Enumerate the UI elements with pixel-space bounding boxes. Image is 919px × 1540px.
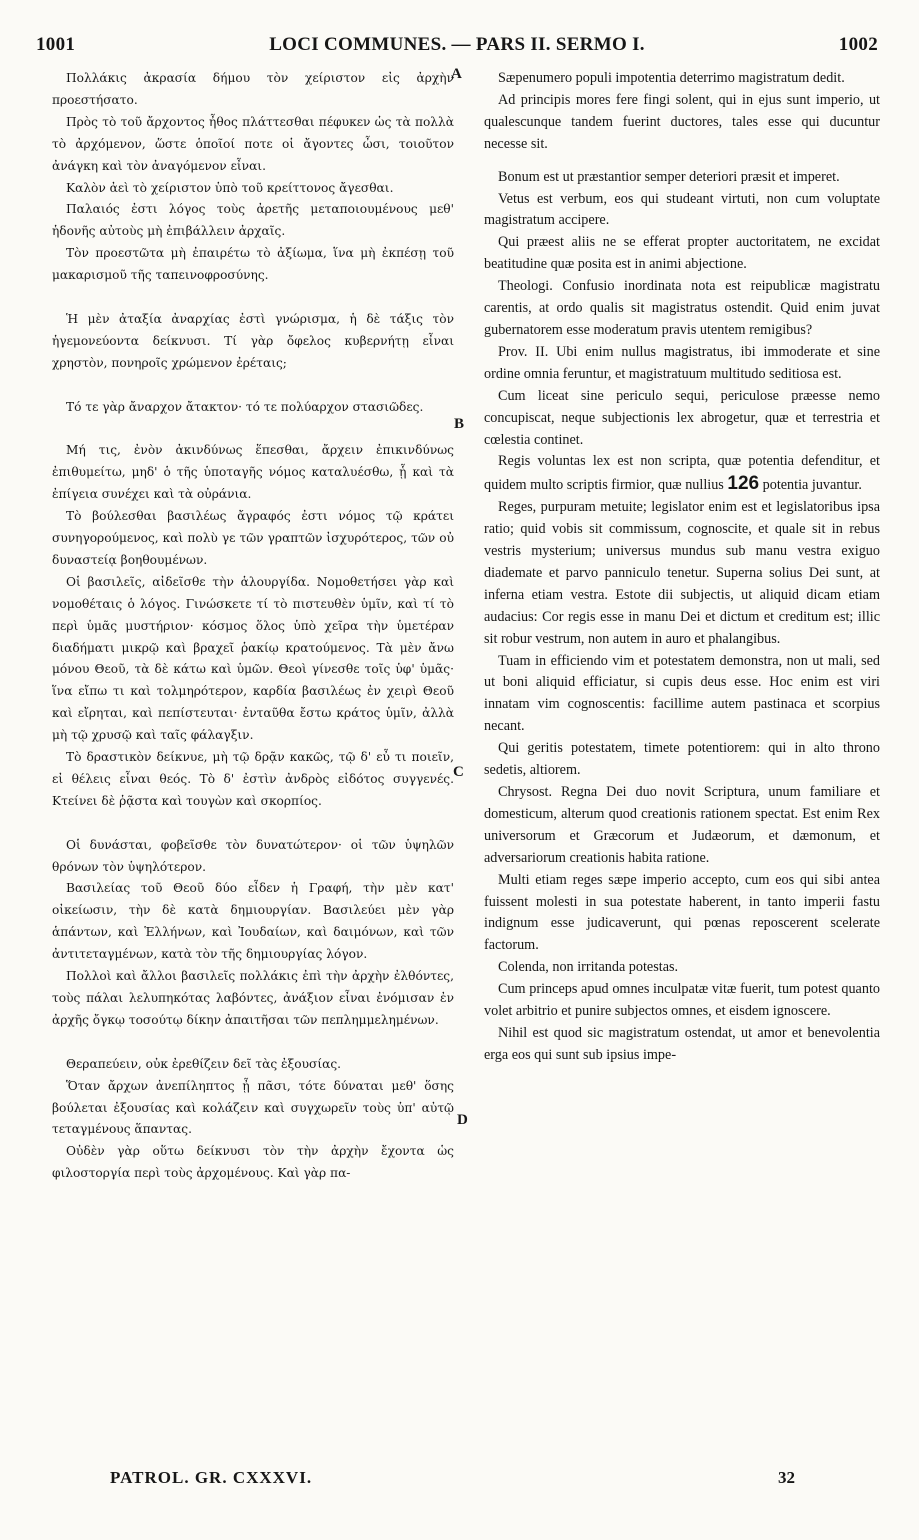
page-header [36, 34, 878, 62]
section-marker-a: A [451, 66, 462, 82]
greek-paragraph: Ἡ μὲν ἀταξία ἀναρχίας ἐστὶ γνώρισμα, ἡ δὲ τάξις τὸν ἡγεμονεύοντα δείκνυσι. Τί γὰρ ὄφελος κυβερνήτῃ εἶναι χρηστὸν, πονηροῖς χρώμενον ἐρέταις; [52, 311, 454, 370]
latin-paragraph: Sæpenumero populi impotentia deterrimo magistratum dedit. [498, 70, 845, 86]
latin-paragraph: Cum princeps apud omnes inculpatæ vitæ fuerit, tum potest quanto volet arbitrio et punire subjectos omnes, et eisdem ignoscere. [484, 981, 880, 1020]
greek-paragraph: Τὸ δραστικὸν δείκνυε, μὴ τῷ δρᾷν κακῶς, τῷ δ' εὖ τι ποιεῖν, εἰ θέλεις εἶναι θεός. Τὸ δ' ἐστὶν ἀνδρὸς εἰδότος συγγενές. Κτείνει δὲ ῥᾷστα καὶ τουγὼν καὶ σκορπίος. [52, 750, 454, 808]
greek-paragraph: Μή τις, ἐνὸν ἀκινδύνως ἕπεσθαι, ἄρχειν ἐπικινδύνως ἐπιθυμείτω, μηδ' ὁ τῆς ὑποταγῆς νόμος καταλυέσθω, ᾗ καὶ τὰ ἐπίγεια συνέχει καὶ τὰ οὐράνια. [52, 443, 454, 502]
section-marker-b: B [454, 416, 465, 432]
section-marker-c: C [453, 764, 464, 780]
greek-paragraph: Οἱ δυνάσται, φοβεῖσθε τὸν δυνατώτερον· οἱ τῶν ὑψηλῶν θρόνων τὸν ὑψηλότερον. [52, 837, 454, 874]
latin-paragraph: Ad principis mores fere fingi solent, qui in ejus sunt imperio, ut qualescunque tandem fuerint ductores, tales esse qui ducuntur necesse sit. [484, 91, 880, 152]
left-page-number: 1001 [36, 34, 76, 55]
latin-paragraph: Multi etiam reges sæpe imperio accepto, cum eos qui sibi antea fuissent molesti in sua potestate haberent, in tanto imperii fastu indignum esse judicaverunt, qui pœnas reposcerent scelerate factorum. [484, 871, 880, 954]
latin-paragraph: Qui geritis potestatem, timete potentiorem: qui in alto throno sedetis, altiorem. [484, 740, 880, 779]
latin-paragraph: Tuam in efficiendo vim et potestatem demonstra, non ut mali, sed ut boni aliquid efficiatur, si cupis deus esse. Hoc enim est viri innatam vim cognoscentis: facillime autem pastinaca et scorpius necant. [484, 652, 880, 735]
greek-paragraph: Πρὸς τὸ τοῦ ἄρχοντος ἦθος πλάττεσθαι πέφυκεν ὡς τὰ πολλὰ τὸ ἀρχόμενον, ὥστε ὁποῖοί ποτε οἱ ἄγοντες ὦσι, τοιοῦτον ἀνάγκη καὶ τὸν ἀναγόμενον εἶναι. [52, 114, 454, 173]
latin-paragraph [484, 451, 880, 497]
greek-column [52, 68, 454, 1185]
latin-paragraph: Theologi. Confusio inordinata nota est reipublicæ magistratu carentis, at ordo qualis sit magistratus ostendit. Quid enim juvat gubernatorem esse moderatum pravis utentem remigibus? [484, 278, 880, 338]
greek-paragraph: Οἱ βασιλεῖς, αἰδεῖσθε τὴν ἁλουργίδα. Νομοθετήσει γὰρ καὶ νομοθέταις ὁ λόγος. Γινώσκετε τί τὸ πιστευθὲν ὑμῖν, καὶ τί τὸ περὶ ὑμᾶς μυστήριον· κόσμος ὅλος ὑπὸ χεῖρα τὴν ὑμετέραν διαδήματι μικρῷ καὶ βραχεῖ ῥακίῳ κρατούμενος. Τὰ μὲν ἄνω μόνου Θεοῦ, τὰ δὲ κάτω καὶ ὑμῶν. Θεοὶ γίνεσθε τοῖς ὑφ' ὑμᾶς· ἵνα εἴπω τι καὶ τολμηρότερον, καρδία βασιλέως ἐν χειρὶ Θεοῦ καὶ εἴρηται, καὶ πεπίστευται· ἐνταῦθα ἔστω κράτος ὑμῖν, ἀλλὰ μὴ τῷ χρυσῷ καὶ ταῖς φάλαγξιν. [52, 574, 454, 743]
footer-signature: PATROL. GR. CXXXVI. [110, 1468, 313, 1487]
greek-paragraph: Τὸ βούλεσθαι βασιλέως ἄγραφός ἐστι νόμος τῷ κράτει συνηγορούμενος, καὶ πολὺ γε τῶν γραπτῶν ἰσχυρότερος, τῶν οὐ δυναστείᾳ βοηθουμένων. [52, 509, 454, 567]
greek-paragraph: Τό τε γὰρ ἄναρχον ἄτακτον· τό τε πολύαρχον στασιῶδες. [66, 399, 424, 414]
latin-paragraph: Nihil est quod sic magistratum ostendat, ut amor et benevolentia erga eos qui sunt sub ipsius impe- [484, 1024, 880, 1063]
section-marker-d: D [457, 1112, 468, 1128]
greek-paragraph: Παλαιός ἐστι λόγος τοὺς ἀρετῆς μεταποιουμένους μεθ' ἡδονῆς αὐτοὺς μὴ ἐπιβάλλειν ἀρχαῖς. [52, 202, 454, 239]
right-page-number: 1002 [838, 34, 878, 55]
latin-paragraph: Chrysost. Regna Dei duo novit Scriptura, unum familiare et domesticum, alterum quod creationis rationem spectat. Est enim Rex universorum et Græcorum et Judæorum, et dæmonum, et adversariorum creationis habita ratione. [484, 784, 880, 866]
greek-paragraph: Τὸν προεστῶτα μὴ ἐπαιρέτω τὸ ἀξίωμα, ἵνα μὴ ἐκπέσῃ τοῦ μακαρισμοῦ τῆς ταπεινοφροσύνης. [52, 246, 454, 283]
footer-sheet-number: 32 [778, 1468, 795, 1487]
greek-paragraph: Πολλοὶ καὶ ἄλλοι βασιλεῖς πολλάκις ἐπὶ τὴν ἀρχὴν ἐλθόντες, τοὺς πάλαι λελυπηκότας λαβόντες, ἀνάξιον εἶναι ἐνόμισαν ἐν ἀρχῆς ὄγκῳ τοσούτῳ δίκην ἀπαιτῆσαι τῶν πεπλημμελημένων. [52, 969, 454, 1027]
greek-paragraph: Θεραπεύειν, οὐκ ἐρεθίζειν δεῖ τὰς ἐξουσίας. [66, 1056, 342, 1071]
inline-column-number: 126 [727, 473, 760, 495]
running-title: LOCI COMMUNES. — PARS II. SERMO I. [269, 34, 645, 55]
latin-column [484, 68, 880, 1067]
latin-paragraph: Prov. II. Ubi enim nullus magistratus, ibi immoderate et sine ordine omnia feruntur, et magistratuum multitudo seditiosa est. [484, 343, 880, 382]
greek-paragraph: Ὅταν ἄρχων ἀνεπίληπτος ᾖ πᾶσι, τότε δύναται μεθ' ὅσης βούλεται ἐξουσίας καὶ κολάζειν καὶ συγχωρεῖν τοὺς ὑπ' αὐτῷ τεταγμένους ἅπαντας. [52, 1078, 454, 1137]
latin-text: potentia juvantur. [762, 477, 862, 494]
greek-paragraph: Βασιλείας τοῦ Θεοῦ δύο εἶδεν ἡ Γραφή, τὴν μὲν κατ' οἰκείωσιν, τὴν δὲ κατὰ δημιουργίαν. Βασιλεύει μὲν γὰρ ἁπάντων, καὶ Ἑλλήνων, καὶ Ἰουδαίων, καὶ δαιμόνων, καὶ τῶν ἀντιτεταγμένων, κατὰ τὸν τῆς δημιουργίας λόγον. [52, 881, 454, 962]
greek-paragraph: Πολλάκις ἀκρασία δήμου τὸν χείριστον εἰς ἀρχὴν προεστήσατο. [52, 71, 454, 107]
latin-paragraph: Vetus est verbum, eos qui studeant virtuti, non cum voluptate magistratum accipere. [484, 190, 880, 229]
greek-paragraph: Καλὸν ἀεὶ τὸ χείριστον ὑπὸ τοῦ κρείττονος ἄγεσθαι. [66, 180, 394, 195]
latin-paragraph: Colenda, non irritanda potestas. [498, 959, 679, 976]
greek-paragraph: Οὐδὲν γὰρ οὕτω δείκνυσι τὸν τὴν ἀρχὴν ἔχοντα ὡς φιλοστοργία περὶ τοὺς ἀρχομένους. Καὶ γὰρ πα- [52, 1144, 454, 1181]
latin-paragraph: Bonum est ut præstantior semper deteriori præsit et imperet. [498, 168, 840, 185]
latin-paragraph: Cum liceat sine periculo sequi, periculose præesse nemo concupiscat, neque subjectionis lex abrogetur, quæ et terrestria et cœlestia continet. [484, 387, 880, 448]
latin-text: Regis voluntas lex est non scripta, quæ potentia defenditur, et quidem multo scriptis firmior, quæ nullius [484, 453, 880, 494]
latin-paragraph: Qui præest aliis ne se efferat propter auctoritatem, ne excidat beatitudine quæ posita est in animi abjectione. [484, 234, 880, 273]
latin-paragraph: Reges, purpuram metuite; legislator enim est et legislatoribus ipsa ratio; quid vobis sit commissum, cognoscite, et quale sit in rebus vestris mysterium; universus mundus sub manu vestra exiguo diademate et parvo panniculo tenetur. Superna solius Dei sunt, at inferna etiam vestra. Estote dii subjectis, ut aliquid dicam etiam audacius: Cor regis esse in manu Dei et dictum et creditum est; illic sit robur vestrum, non autem in auro et phalangibus. [484, 499, 880, 647]
